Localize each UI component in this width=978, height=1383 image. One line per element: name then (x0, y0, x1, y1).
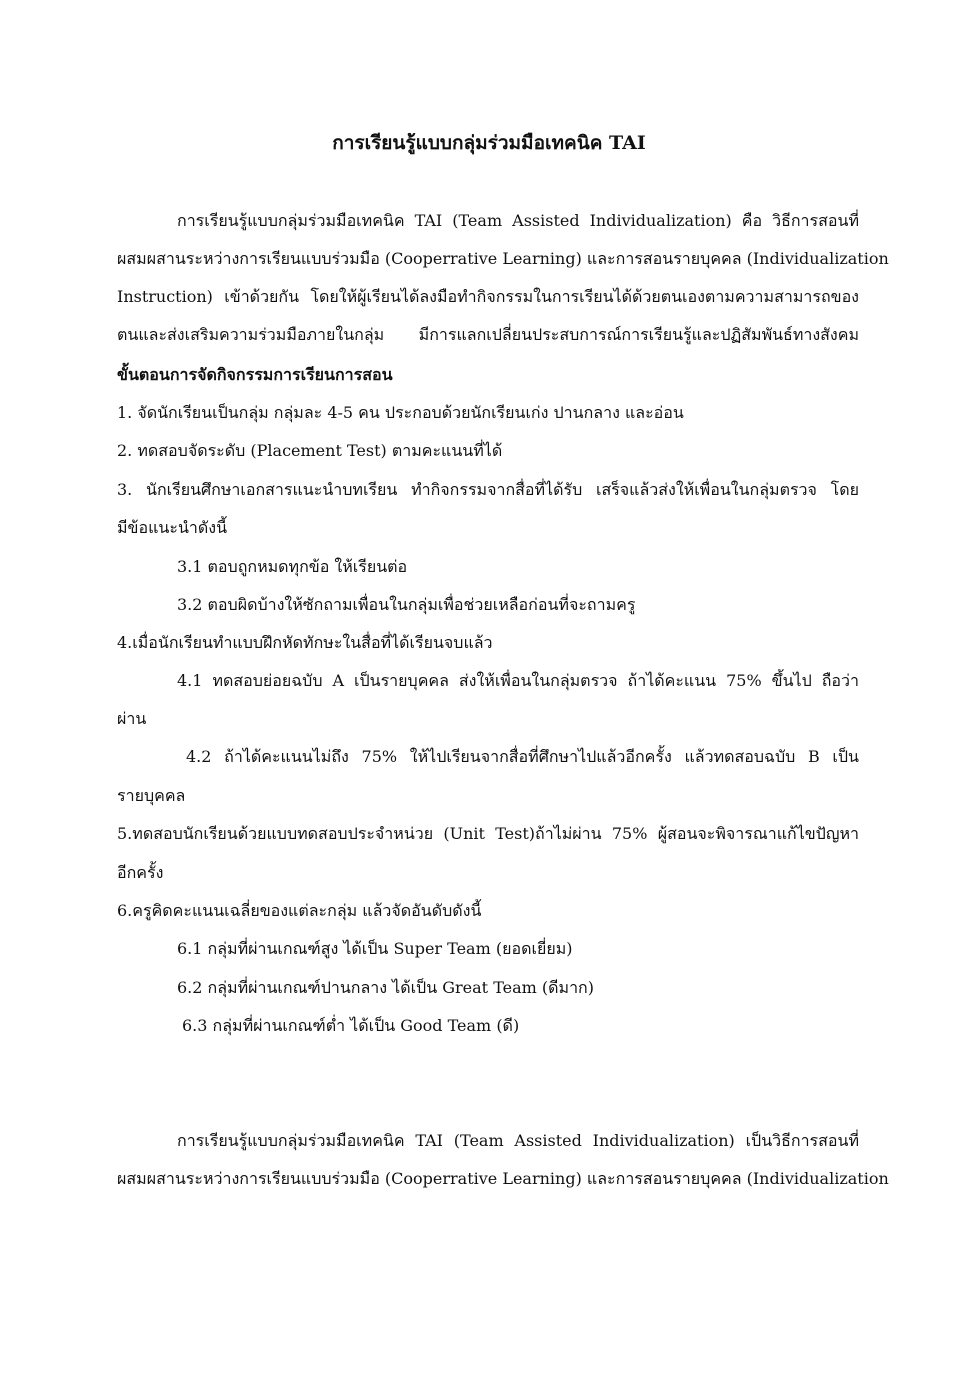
step-4-1-line-1: 4.1 ทดสอบย่อยฉบับ A เป็นรายบุคคล ส่งให้เพื่อนในกลุ่มตรวจ ถ้าได้คะแนน 75% ขึ้นไป ถือว่า (177, 671, 859, 690)
step-6-3: 6.3 กลุ่มที่ผ่านเกณฑ์ต่ำ ได้เป็น Good Team (ดี) (182, 1016, 520, 1035)
intro-line-4: ตนและส่งเสริมความร่วมมือภายในกลุ่ม มีการแลกเปลี่ยนประสบการณ์การเรียนรู้และปฏิสัมพันธ์ทางสังคม (117, 325, 859, 344)
step-4-2-line-1: 4.2 ถ้าได้คะแนนไม่ถึง 75% ให้ไปเรียนจากสื่อที่ศึกษาไปแล้วอีกครั้ง แล้วทดสอบฉบับ B เป็น (186, 747, 859, 766)
closing-line-1: การเรียนรู้แบบกลุ่มร่วมมือเทคนิค TAI (Team Assisted Individualization) เป็นวิธีการสอนที่ (177, 1131, 859, 1150)
step-5-line-1: 5.ทดสอบนักเรียนด้วยแบบทดสอบประจำหน่วย (Unit Test)ถ้าไม่ผ่าน 75% ผู้สอนจะพิจารณาแก้ไขปัญหา (117, 824, 859, 843)
step-2: 2. ทดสอบจัดระดับ (Placement Test) ตามคะแนนที่ได้ (117, 441, 503, 460)
intro-line-3: Instruction) เข้าด้วยกัน โดยให้ผู้เรียนได้ลงมือทำกิจกรรมในการเรียนได้ด้วยตนเองตามความสามารถของ (117, 287, 859, 306)
step-3-2: 3.2 ตอบผิดบ้างให้ซักถามเพื่อนในกลุ่มเพื่อช่วยเหลือก่อนที่จะถามครู (177, 595, 636, 614)
step-6: 6.ครูคิดคะแนนเฉลี่ยของแต่ละกลุ่ม แล้วจัดอันดับดังนี้ (117, 901, 482, 920)
step-3-line-1: 3. นักเรียนศึกษาเอกสารแนะนำบทเรียน ทำกิจกรรมจากสื่อที่ได้รับ เสร็จแล้วส่งให้เพื่อนในกลุ่มตรวจ โดย (117, 480, 859, 499)
step-4-2-line-2: รายบุคคล (117, 786, 186, 805)
page-title: การเรียนรู้แบบกลุ่มร่วมมือเทคนิค TAI (332, 132, 646, 154)
step-4-1-line-2: ผ่าน (117, 709, 147, 728)
intro-line-1: การเรียนรู้แบบกลุ่มร่วมมือเทคนิค TAI (Team Assisted Individualization) คือ วิธีการสอนที่ (177, 211, 859, 230)
step-6-2: 6.2 กลุ่มที่ผ่านเกณฑ์ปานกลาง ได้เป็น Great Team (ดีมาก) (177, 978, 594, 997)
step-3-1: 3.1 ตอบถูกหมดทุกข้อ ให้เรียนต่อ (177, 557, 408, 576)
step-3-line-2: มีข้อแนะนำดังนี้ (117, 518, 227, 537)
step-6-1: 6.1 กลุ่มที่ผ่านเกณฑ์สูง ได้เป็น Super Team (ยอดเยี่ยม) (177, 939, 573, 958)
step-4: 4.เมื่อนักเรียนทำแบบฝึกหัดทักษะในสื่อที่ได้เรียนจบแล้ว (117, 633, 493, 652)
step-1: 1. จัดนักเรียนเป็นกลุ่ม กลุ่มละ 4-5 คน ประกอบด้วยนักเรียนเก่ง ปานกลาง และอ่อน (117, 403, 684, 422)
closing-line-2: ผสมผสานระหว่างการเรียนแบบร่วมมือ (Cooperrative Learning) และการสอนรายบุคคล (Individualization (117, 1169, 889, 1188)
intro-line-2: ผสมผสานระหว่างการเรียนแบบร่วมมือ (Cooperrative Learning) และการสอนรายบุคคล (Individualization (117, 249, 889, 268)
steps-heading: ขั้นตอนการจัดกิจกรรมการเรียนการสอน (117, 365, 393, 384)
step-5-line-2: อีกครั้ง (117, 863, 164, 882)
